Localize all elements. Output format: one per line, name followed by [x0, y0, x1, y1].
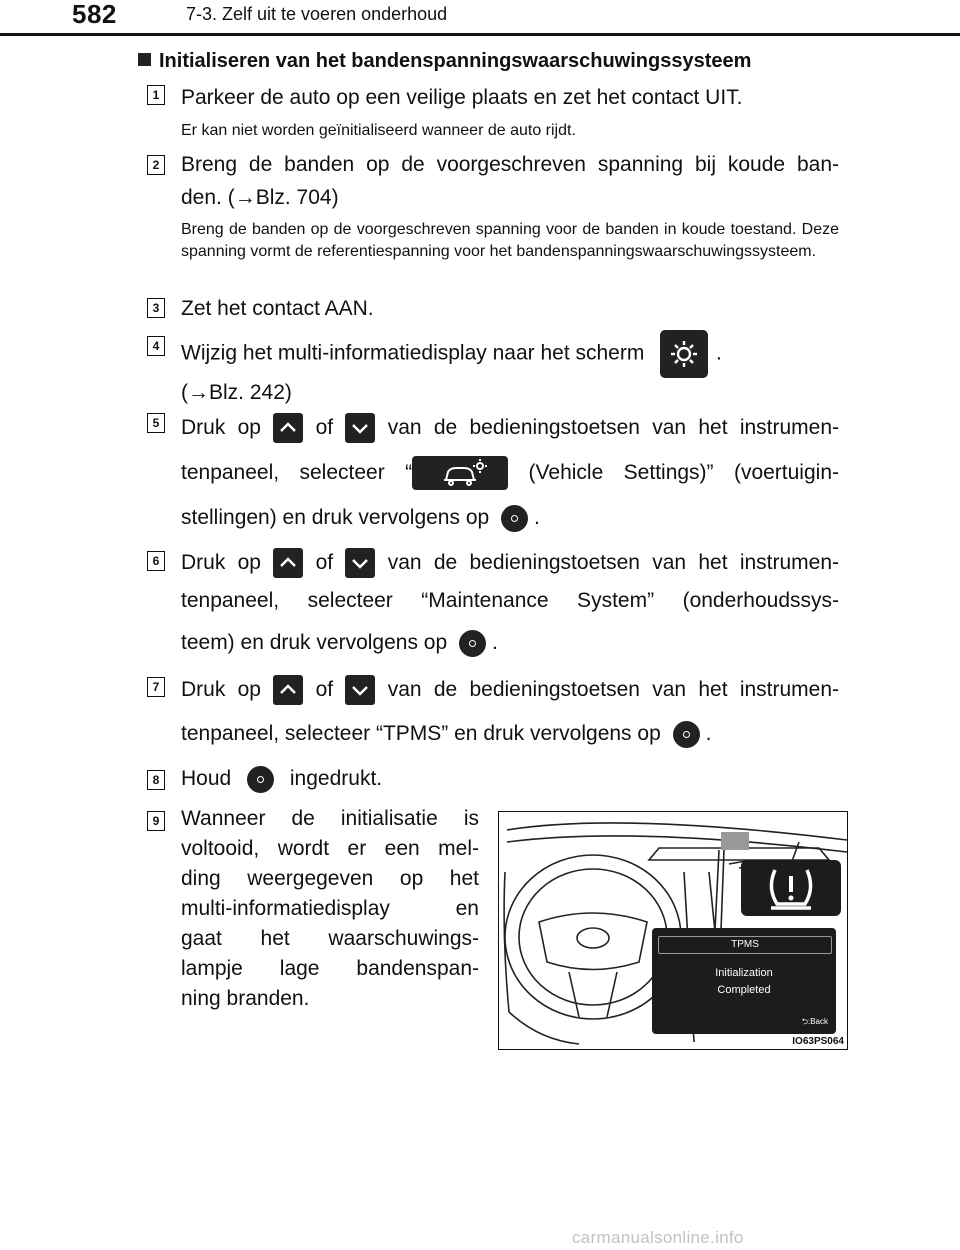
section-heading	[138, 50, 751, 73]
step-6-line-3b: .	[491, 631, 498, 654]
step-number-9: 9	[147, 811, 165, 831]
step-5-of: of	[315, 416, 334, 439]
step-5-line-2a: tenpaneel, selecteer “	[181, 461, 413, 484]
step-8-text-a: Houd	[181, 767, 232, 790]
bullet-square-icon	[138, 53, 151, 66]
tire-pressure-warning-light	[741, 860, 841, 916]
step-4-line-2: (→Blz. 242)	[181, 381, 292, 404]
step-number-5: 5	[147, 413, 165, 433]
display-title: TPMS	[658, 936, 832, 954]
step-number-7: 7	[147, 677, 165, 697]
step-1-note: Er kan niet worden geïnitialiseerd wanneer de auto rijdt.	[181, 122, 576, 139]
step-6-line-2: tenpaneel, selecteer “Maintenance System” (onderhoudssys-	[181, 589, 839, 612]
down-arrow-button-icon	[345, 675, 375, 705]
step-9-line: gaat het waarschuwings-	[181, 927, 479, 950]
page-number: 582	[72, 0, 117, 29]
down-arrow-button-icon	[345, 548, 375, 578]
step-2-line-2: den. (→Blz. 704)	[181, 186, 339, 209]
up-arrow-button-icon	[273, 413, 303, 443]
heading-text: Initialiseren van het bandenspanningswaarschuwingssysteem	[159, 50, 752, 72]
dashboard-illustration	[498, 811, 848, 1050]
down-arrow-button-icon	[345, 413, 375, 443]
step-4-line-1a: Wijzig het multi-informatiedisplay naar het scherm	[181, 341, 645, 365]
step-9-line: ning branden.	[181, 987, 310, 1010]
ok-button-icon	[459, 630, 486, 657]
step-number-3: 3	[147, 298, 165, 318]
header-rule	[0, 33, 960, 36]
step-9-line: Wanneer de initialisatie is	[181, 807, 479, 830]
back-arrow-icon: ⮌	[801, 1017, 808, 1026]
step-5-line-1-rest: van de bedieningstoetsen van het instrumen-	[387, 416, 840, 439]
step-7-line-2b: .	[705, 722, 712, 745]
step-2-text	[181, 148, 839, 214]
ok-button-icon	[673, 721, 700, 748]
step-6-druk-op: Druk op	[181, 551, 261, 574]
step-7-line-2a: tenpaneel, selecteer “TPMS” en druk vervolgens op	[181, 722, 661, 745]
ok-button-icon	[247, 766, 274, 793]
section-title: 7-3. Zelf uit te voeren onderhoud	[186, 4, 448, 24]
display-message-line-1: Initialization	[715, 967, 773, 979]
step-4-text	[181, 330, 839, 408]
multi-information-display	[652, 928, 836, 1034]
display-message	[652, 965, 836, 999]
up-arrow-button-icon	[273, 675, 303, 705]
step-8-text-b: ingedrukt.	[289, 767, 383, 790]
ok-button-icon	[501, 505, 528, 532]
step-6-line-3a: teem) en druk vervolgens op	[181, 631, 448, 654]
step-7-of: of	[315, 678, 334, 701]
step-5-druk-op: Druk op	[181, 416, 261, 439]
step-number-6: 6	[147, 551, 165, 571]
settings-screen-icon	[660, 330, 708, 378]
step-9-line: voltooid, wordt er een mel-	[181, 837, 479, 860]
step-3-text: Zet het contact AAN.	[181, 297, 374, 320]
step-number-8: 8	[147, 770, 165, 790]
step-7-druk-op: Druk op	[181, 678, 261, 701]
step-7-line-1-rest: van de bedieningstoetsen van het instrumen-	[387, 678, 840, 701]
step-7-text	[181, 668, 839, 756]
figure-code: IO63PS064	[792, 1036, 844, 1047]
step-5-line-3b: .	[534, 506, 540, 529]
step-number-4: 4	[147, 336, 165, 356]
step-5-line-2b: (Vehicle Settings)” (voertuigin-	[528, 461, 839, 484]
up-arrow-button-icon	[273, 548, 303, 578]
step-9-line: lampje lage bandenspan-	[181, 957, 479, 980]
step-6-line-1-rest: van de bedieningstoetsen van het instrumen-	[387, 551, 840, 574]
step-9-line: multi-informatiedisplay en	[181, 897, 479, 920]
vehicle-settings-icon	[412, 456, 508, 490]
step-2-note: Breng de banden op de voorgeschreven spanning voor de banden in koude toestand. Deze spanning vormt de referentiespanning voor het bandenspanningswaarschuwingssysteem.	[181, 221, 839, 260]
step-number-1: 1	[147, 85, 165, 105]
display-message-line-2: Completed	[717, 984, 771, 996]
step-4-line-1b: .	[716, 341, 722, 365]
step-9-line: ding weergegeven op het	[181, 867, 479, 890]
step-9-text	[181, 804, 479, 1014]
step-1-text: Parkeer de auto op een veilige plaats en zet het contact UIT.	[181, 86, 743, 109]
watermark: carmanualsonline.info	[572, 1228, 744, 1247]
step-5-line-3a: stellingen) en druk vervolgens op	[181, 506, 490, 529]
display-back-label: ⮌:Back	[801, 1017, 828, 1026]
step-2-line-1: Breng de banden op de voorgeschreven spanning bij koude ban-	[181, 153, 839, 176]
step-6-of: of	[315, 551, 334, 574]
step-8-text	[181, 762, 839, 795]
step-6-text	[181, 544, 839, 662]
step-number-2: 2	[147, 155, 165, 175]
step-5-text	[181, 405, 839, 540]
